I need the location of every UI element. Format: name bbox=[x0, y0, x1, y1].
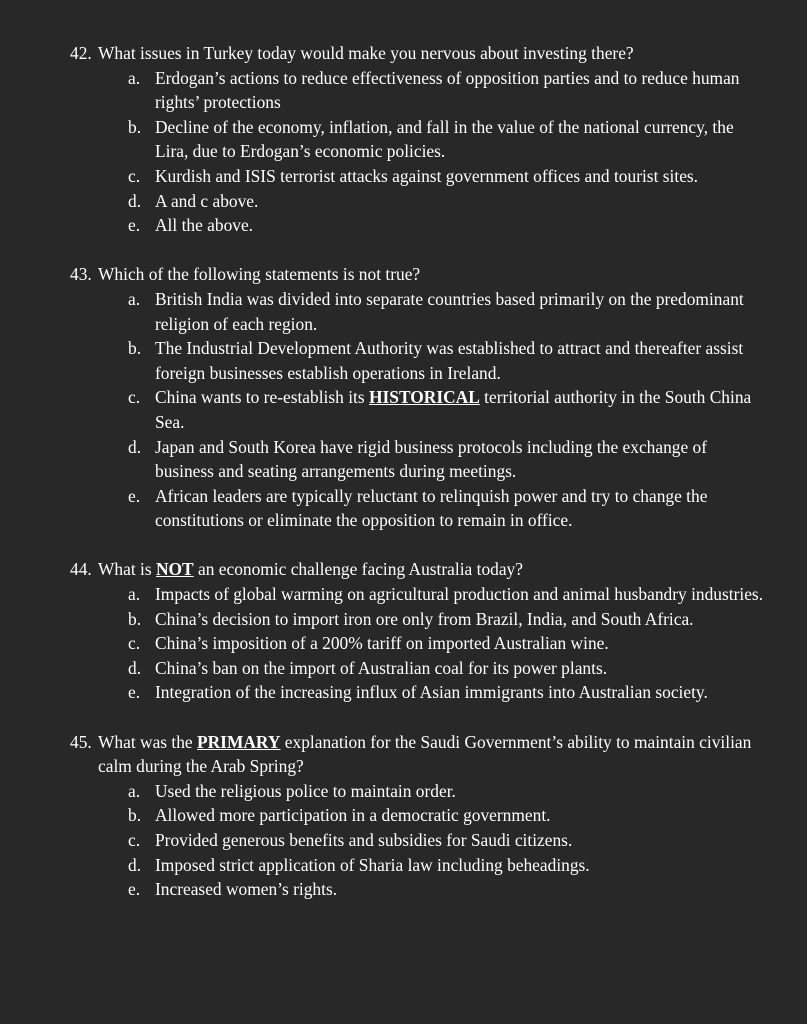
option-letter: e. bbox=[128, 879, 141, 900]
option-text: Integration of the increasing influx of Asian immigrants into Australian society. bbox=[155, 682, 708, 703]
question-42 bbox=[0, 41, 807, 238]
option-b bbox=[0, 803, 807, 828]
option-text-part: China wants to re-establish its bbox=[155, 387, 369, 408]
option-text: China’s imposition of a 200% tariff on imported Australian wine. bbox=[155, 633, 609, 654]
quiz-page bbox=[0, 41, 807, 926]
option-text: Kurdish and ISIS terrorist attacks against government offices and tourist sites. bbox=[155, 165, 699, 186]
option-text: Increased women’s rights. bbox=[155, 879, 338, 900]
option-text-part: territorial authority in the South China Sea. bbox=[155, 387, 752, 432]
question-number: 42. bbox=[70, 43, 92, 63]
option-d bbox=[0, 189, 807, 214]
option-letter: d. bbox=[128, 190, 142, 211]
option-letter: a. bbox=[128, 584, 141, 605]
option-letter: b. bbox=[128, 608, 142, 629]
option-text: Imposed strict application of Sharia law including beheadings. bbox=[155, 854, 590, 875]
option-d bbox=[0, 853, 807, 878]
options-list bbox=[0, 66, 807, 238]
question-text-part: What was the bbox=[98, 731, 197, 752]
option-text: Japan and South Korea have rigid business protocols including the exchange of business and seating arrangements during meetings. bbox=[155, 436, 708, 482]
option-d bbox=[0, 435, 807, 484]
option-e bbox=[0, 213, 807, 238]
question-43 bbox=[0, 262, 807, 533]
option-text: Used the religious police to maintain order. bbox=[155, 780, 456, 801]
option-text: All the above. bbox=[155, 215, 254, 236]
question-number: 43. bbox=[70, 264, 92, 285]
emphasis-not: NOT bbox=[155, 559, 194, 580]
option-b bbox=[0, 607, 807, 632]
option-c bbox=[0, 828, 807, 853]
option-letter: b. bbox=[128, 116, 142, 137]
option-letter: b. bbox=[128, 338, 142, 359]
option-e bbox=[0, 484, 807, 533]
option-c bbox=[0, 385, 807, 434]
option-e bbox=[0, 877, 807, 902]
question-44 bbox=[0, 557, 807, 705]
options-list bbox=[0, 287, 807, 533]
option-text: Decline of the economy, inflation, and fall in the value of the national currency, the Lira, due to Erdogan’s economic policies. bbox=[155, 116, 734, 162]
option-text: Erdogan’s actions to reduce effectiveness of opposition parties and to reduce human rights’ protections bbox=[155, 67, 740, 113]
option-letter: c. bbox=[128, 165, 141, 186]
question-number: 45. bbox=[70, 731, 92, 752]
option-text: A and c above. bbox=[155, 190, 259, 211]
question-text-part: an economic challenge facing Australia today? bbox=[193, 559, 523, 580]
option-letter: c. bbox=[128, 633, 141, 654]
option-letter: d. bbox=[128, 436, 142, 457]
option-text: The Industrial Development Authority was established to attract and thereafter assist foreign businesses establish operations in Ireland. bbox=[155, 338, 744, 383]
option-b bbox=[0, 115, 807, 164]
option-a bbox=[0, 66, 807, 115]
option-letter: b. bbox=[128, 805, 142, 826]
question-number: 44. bbox=[70, 559, 92, 580]
option-b bbox=[0, 336, 807, 385]
option-letter: a. bbox=[128, 67, 141, 88]
option-letter: d. bbox=[128, 657, 142, 678]
question-stem bbox=[0, 557, 807, 582]
question-text: What issues in Turkey today would make you nervous about investing there? bbox=[98, 43, 634, 63]
option-text: Provided generous benefits and subsidies for Saudi citizens. bbox=[155, 830, 573, 850]
option-text: Allowed more participation in a democratic government. bbox=[155, 805, 551, 826]
option-letter: a. bbox=[128, 288, 141, 309]
option-a bbox=[0, 287, 807, 336]
question-stem bbox=[0, 41, 807, 66]
option-text: British India was divided into separate countries based primarily on the predominant religion of each region. bbox=[155, 288, 744, 334]
option-letter: a. bbox=[128, 780, 141, 801]
options-list bbox=[0, 779, 807, 902]
option-letter: c. bbox=[128, 830, 141, 850]
option-e bbox=[0, 680, 807, 705]
question-text: Which of the following statements is not true? bbox=[98, 264, 421, 285]
question-stem bbox=[0, 730, 807, 779]
option-text: Impacts of global warming on agricultural production and animal husbandry industries. bbox=[155, 584, 764, 605]
option-text: China’s decision to import iron ore only from Brazil, India, and South Africa. bbox=[155, 608, 694, 629]
option-letter: e. bbox=[128, 682, 141, 703]
question-45 bbox=[0, 730, 807, 902]
option-c bbox=[0, 631, 807, 656]
option-d bbox=[0, 656, 807, 681]
emphasis-primary: PRIMARY bbox=[197, 731, 281, 752]
option-text: China’s ban on the import of Australian coal for its power plants. bbox=[155, 657, 608, 678]
question-text-part: explanation for the Saudi Government’s ability to maintain civilian calm during the Arab Spring? bbox=[98, 731, 752, 777]
option-text: African leaders are typically reluctant to relinquish power and try to change the constitutions or eliminate the opposition to remain in office. bbox=[155, 485, 708, 531]
emphasis-historical: HISTORICAL bbox=[368, 387, 480, 408]
option-letter: e. bbox=[128, 485, 141, 506]
options-list bbox=[0, 582, 807, 705]
option-a bbox=[0, 779, 807, 804]
option-letter: c. bbox=[128, 387, 141, 408]
option-c bbox=[0, 164, 807, 189]
option-a bbox=[0, 582, 807, 607]
option-letter: d. bbox=[128, 854, 142, 875]
question-text-part: What is bbox=[98, 559, 156, 580]
question-stem bbox=[0, 262, 807, 287]
option-letter: e. bbox=[128, 215, 141, 236]
